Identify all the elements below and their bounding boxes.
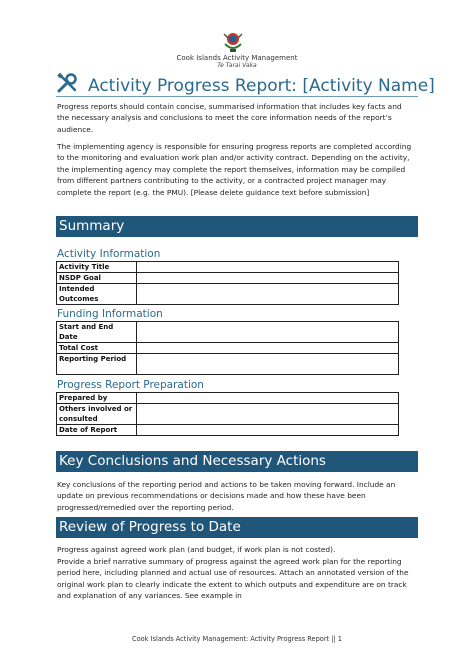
preparation-table — [56, 392, 399, 436]
review-line-1: Progress against agreed work plan (and budget, if work plan is not costed). — [57, 545, 336, 554]
row-label: Intended Outcomes — [57, 284, 137, 305]
row-value[interactable] — [137, 393, 399, 404]
table-row — [57, 262, 399, 273]
tools-icon — [56, 72, 78, 94]
table-row — [57, 273, 399, 284]
row-label: Date of Report — [57, 425, 137, 436]
row-value[interactable] — [137, 273, 399, 284]
table-row — [57, 284, 399, 305]
preparation-heading: Progress Report Preparation — [57, 379, 204, 391]
row-value[interactable] — [137, 425, 399, 436]
org-name: Cook Islands Activity Management — [176, 54, 298, 62]
intro-paragraph-2: The implementing agency is responsible for ensuring progress reports are completed according to the monitoring and evaluation work plan and/or activity contract. Depending on the activity, the implementing agency may complete the report themselves, information may be compiled from different partners contributing to the activity, or a contracted project manager may complete the report (e.g. the PMU). [Please delete guidance text before submission] — [57, 142, 412, 197]
table-row — [57, 404, 399, 425]
table-row — [57, 343, 399, 354]
intro-paragraph-1: Progress reports should contain concise, summarised information that includes key facts and the necessary analysis and conclusions to meet the core information needs of the report’s audience. — [57, 102, 402, 134]
conclusions-text: Key conclusions of the reporting period and actions to be taken moving forward. Include an update on previous recommendations or decisions made and how these have been progressed/remedied over the reporting period. — [57, 480, 396, 512]
table-row — [57, 322, 399, 343]
activity-info-table — [56, 261, 399, 305]
row-value[interactable] — [137, 343, 399, 354]
table-row — [57, 425, 399, 436]
crest-icon — [222, 30, 244, 54]
page-title: Activity Progress Report: [Activity Name] — [88, 76, 435, 96]
summary-heading: Summary — [56, 216, 418, 237]
conclusions-heading: Key Conclusions and Necessary Actions — [56, 451, 418, 472]
row-label: Start and End Date — [57, 322, 137, 343]
activity-info-heading: Activity Information — [57, 248, 161, 260]
row-value[interactable] — [137, 262, 399, 273]
row-value[interactable] — [137, 354, 399, 375]
row-label: Reporting Period — [57, 354, 137, 375]
row-label: Activity Title — [57, 262, 137, 273]
row-value[interactable] — [137, 322, 399, 343]
page-footer: Cook Islands Activity Management: Activity Progress Report || 1 — [132, 635, 342, 643]
org-tagline: Te Tarai Vaka — [217, 62, 257, 69]
review-heading: Review of Progress to Date — [56, 517, 418, 538]
row-label: NSDP Goal — [57, 273, 137, 284]
row-label: Others involved or consulted — [57, 404, 137, 425]
row-label: Total Cost — [57, 343, 137, 354]
row-value[interactable] — [137, 404, 399, 425]
funding-info-table — [56, 321, 399, 375]
funding-info-heading: Funding Information — [57, 308, 163, 320]
table-row — [57, 354, 399, 375]
row-label: Prepared by — [57, 393, 137, 404]
row-value[interactable] — [137, 284, 399, 305]
review-line-2: Provide a brief narrative summary of progress against the agreed work plan for the reporting period here, including planned and actual use of resources. Attach an annotated version of the original work plan to clearly indicate the extent to which outputs and expenditure are on track and explanation of any variances. See example in — [57, 557, 409, 601]
table-row — [57, 393, 399, 404]
title-divider — [56, 96, 418, 97]
